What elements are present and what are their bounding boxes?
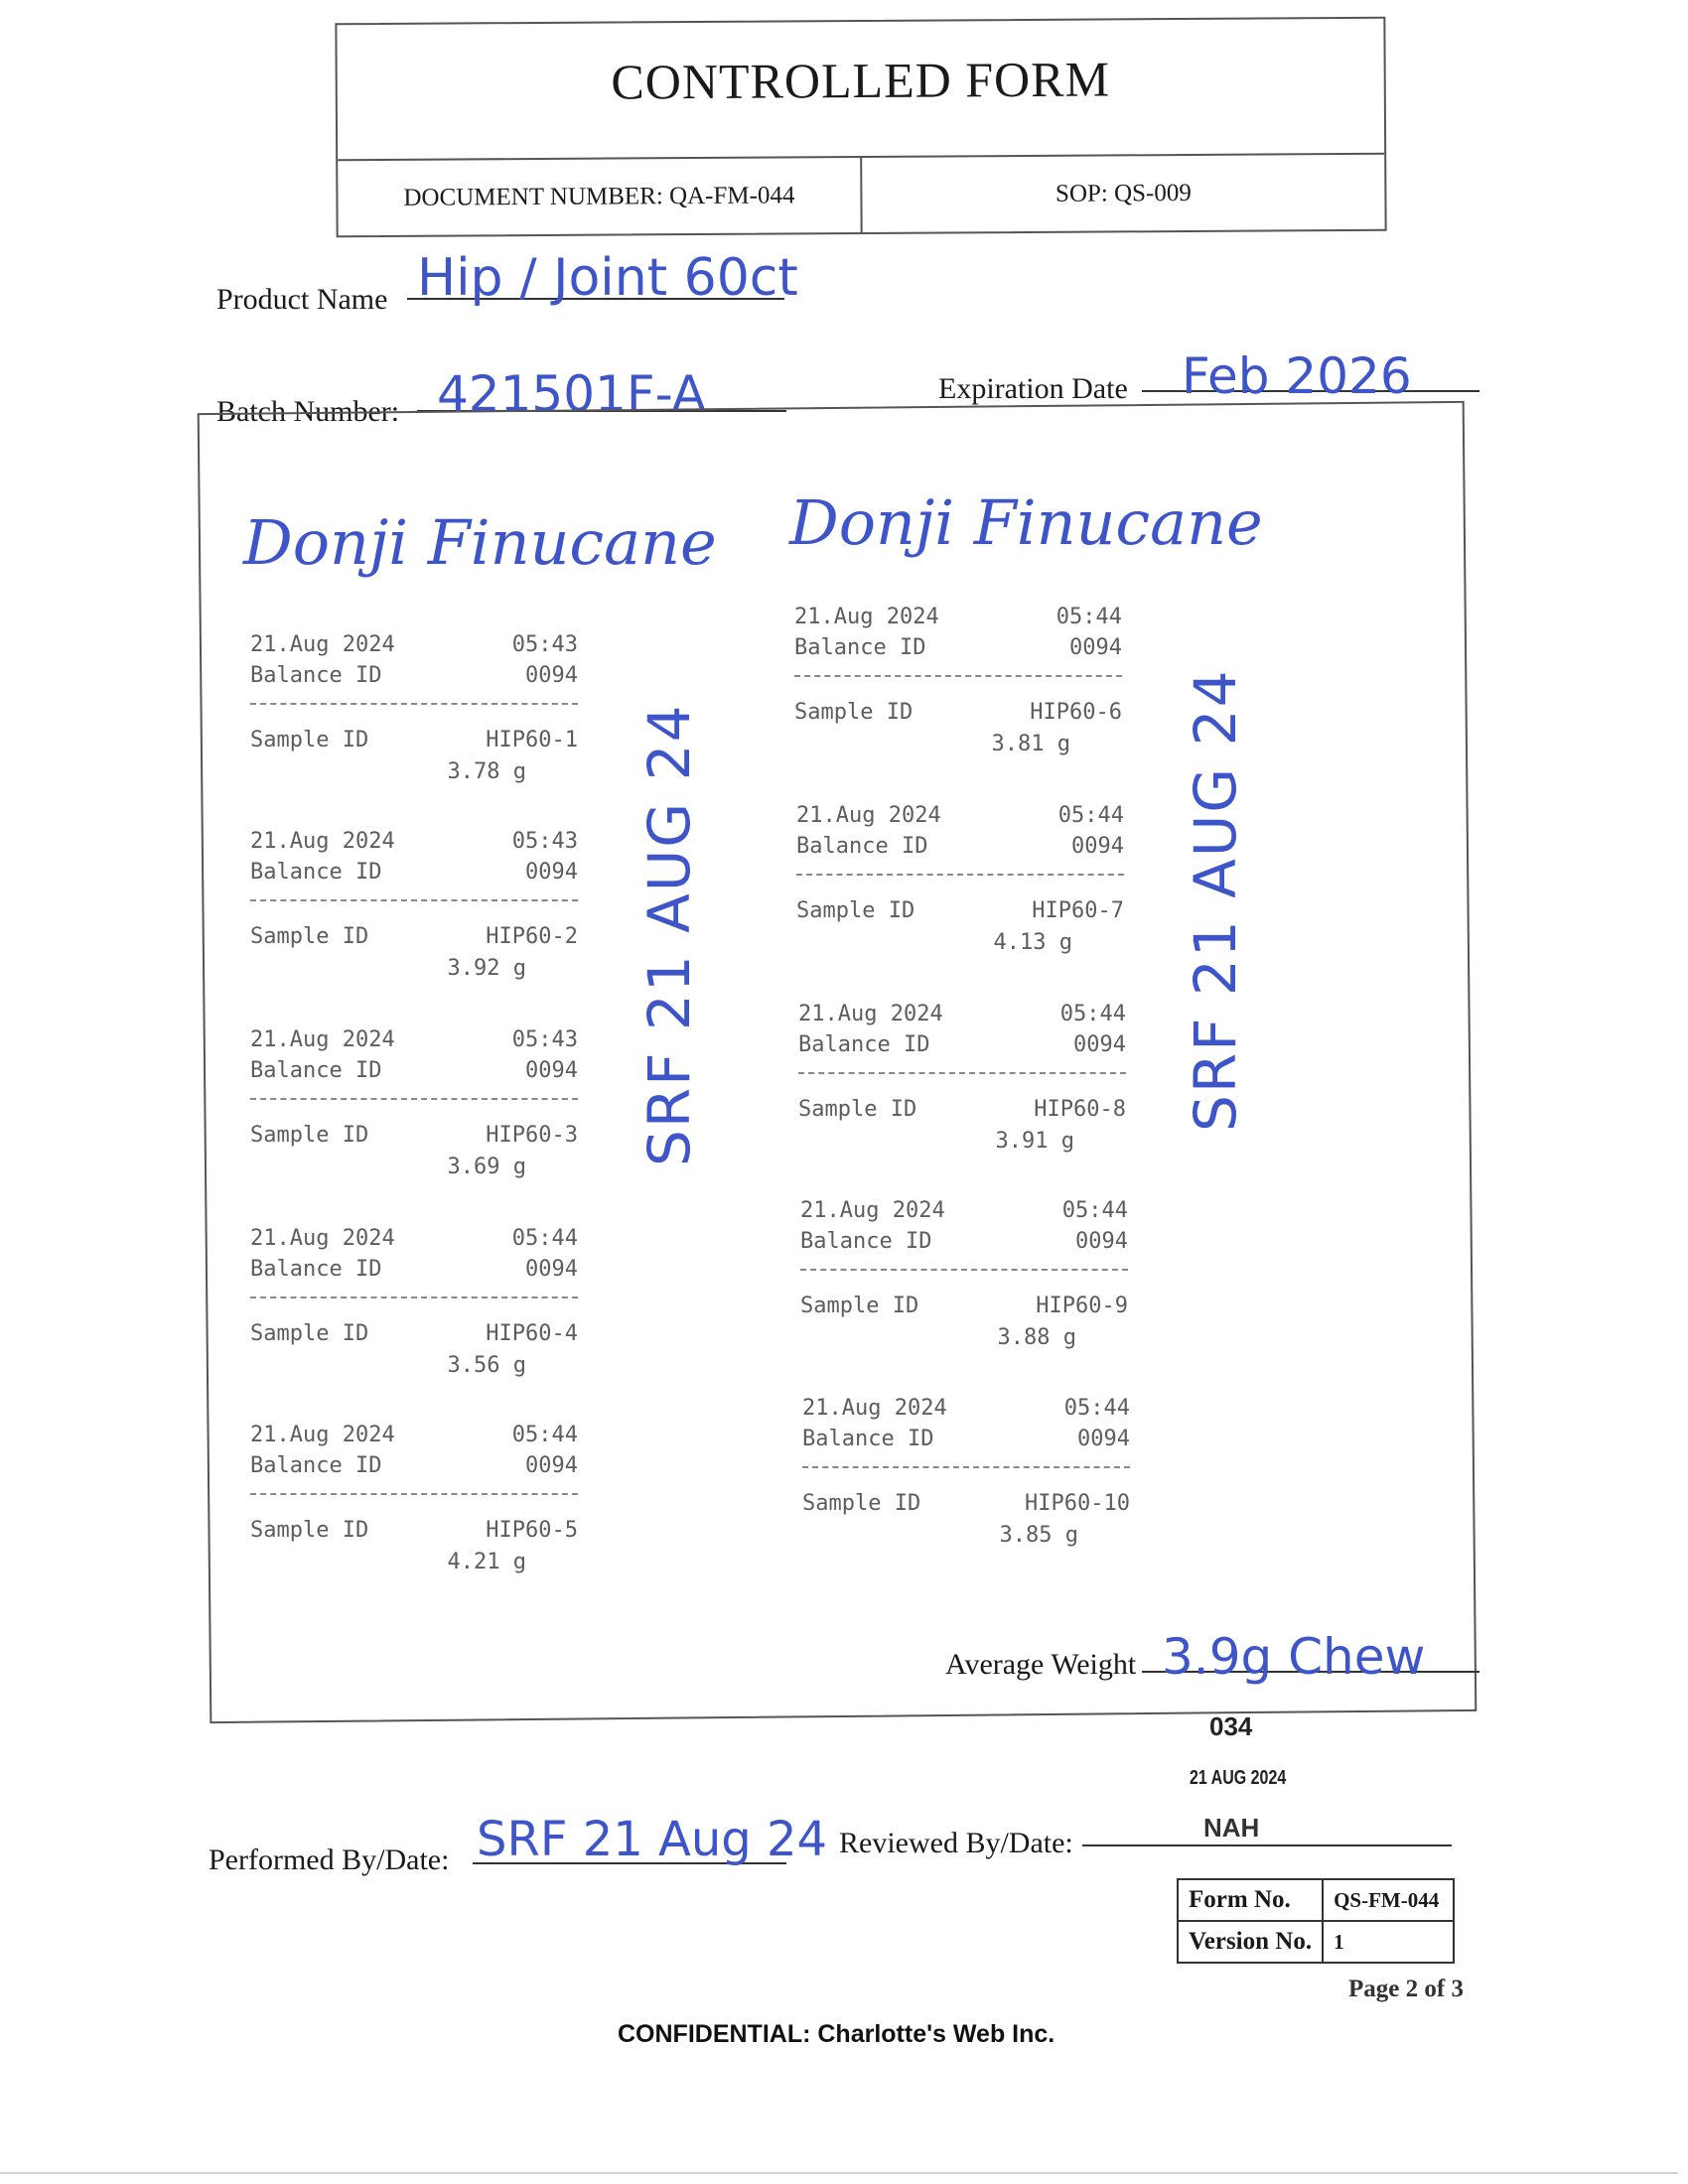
- sample-id: HIP60-2: [486, 924, 578, 949]
- ticket-date: 21.Aug 2024: [250, 1027, 395, 1052]
- ticket-divider: [250, 703, 578, 705]
- sample-id: HIP60-3: [486, 1123, 578, 1148]
- ticket-divider: [798, 1072, 1126, 1074]
- balance-ticket: [250, 1024, 578, 1184]
- ticket-time: 05:44: [511, 1423, 578, 1447]
- balance-id: 0094: [525, 663, 578, 688]
- balance-id: 0094: [1077, 1427, 1130, 1451]
- expiration-date-label: Expiration Date: [938, 372, 1128, 405]
- sample-weight: 3.81 g: [991, 732, 1070, 756]
- batch-number-value: 421501F-A: [437, 365, 706, 423]
- sample-id: HIP60-10: [1025, 1491, 1130, 1516]
- sample-weight: 3.92 g: [447, 956, 526, 981]
- balance-id-label: Balance ID: [798, 1032, 930, 1057]
- page-number: Page 2 of 3: [1348, 1976, 1464, 2002]
- ticket-date: 21.Aug 2024: [796, 803, 941, 828]
- sample-id-label: Sample ID: [250, 1123, 369, 1148]
- form-info-table: [1177, 1878, 1455, 1964]
- average-weight-label: Average Weight: [945, 1648, 1137, 1681]
- expiration-date-value: Feb 2026: [1182, 347, 1412, 405]
- balance-ticket: [796, 800, 1124, 960]
- version-no-value: 1: [1323, 1921, 1454, 1963]
- balance-ticket: [250, 629, 578, 789]
- sample-weight: 3.78 g: [447, 759, 526, 784]
- confidential-footer: CONFIDENTIAL: Charlotte's Web Inc.: [618, 2020, 1055, 2048]
- verification-stamp-right: SRF 21 AUG 24: [1182, 668, 1249, 1132]
- ticket-time: 05:44: [1061, 1198, 1128, 1223]
- sample-id: HIP60-7: [1032, 898, 1124, 923]
- balance-id: 0094: [1075, 1229, 1128, 1254]
- ticket-date: 21.Aug 2024: [250, 829, 395, 854]
- sample-weight: 3.85 g: [999, 1523, 1078, 1548]
- ticket-time: 05:44: [511, 1226, 578, 1251]
- balance-id-label: Balance ID: [802, 1427, 934, 1451]
- balance-id-label: Balance ID: [800, 1229, 932, 1254]
- sample-id-label: Sample ID: [798, 1097, 917, 1122]
- ticket-date: 21.Aug 2024: [250, 1423, 395, 1447]
- sample-id: HIP60-8: [1034, 1097, 1126, 1122]
- balance-id: 0094: [1073, 1032, 1126, 1057]
- sample-id-label: Sample ID: [796, 898, 915, 923]
- balance-ticket: [250, 1223, 578, 1383]
- ticket-divider: [796, 874, 1124, 876]
- sample-id-label: Sample ID: [250, 924, 369, 949]
- average-weight-value: 3.9g Chew: [1162, 1628, 1426, 1686]
- scan-edge: [0, 2172, 1678, 2174]
- balance-id: 0094: [525, 1058, 578, 1083]
- performed-by-label: Performed By/Date:: [209, 1843, 450, 1876]
- sample-id: HIP60-4: [486, 1321, 578, 1346]
- balance-id-label: Balance ID: [250, 860, 382, 885]
- ticket-time: 05:44: [1059, 1002, 1126, 1026]
- reviewed-by-initials: NAH: [1203, 1813, 1260, 1843]
- signature-right: Donji Finucane: [789, 486, 1263, 559]
- ticket-time: 05:44: [1057, 803, 1124, 828]
- balance-id: 0094: [525, 1453, 578, 1478]
- sample-id: HIP60-5: [486, 1518, 578, 1543]
- product-name-label: Product Name: [216, 283, 388, 316]
- sample-weight: 3.69 g: [447, 1155, 526, 1179]
- balance-ticket: [250, 826, 578, 986]
- ticket-date: 21.Aug 2024: [250, 1226, 395, 1251]
- ticket-divider: [794, 675, 1122, 677]
- ticket-divider: [800, 1269, 1128, 1271]
- ticket-time: 05:44: [1055, 605, 1122, 629]
- ticket-date: 21.Aug 2024: [250, 632, 395, 657]
- sample-id: HIP60-6: [1030, 700, 1122, 725]
- verification-stamp-left: SRF 21 AUG 24: [635, 703, 703, 1166]
- balance-id-label: Balance ID: [794, 635, 926, 660]
- ticket-date: 21.Aug 2024: [800, 1198, 945, 1223]
- balance-id-label: Balance ID: [250, 663, 382, 688]
- balance-id: 0094: [1069, 635, 1122, 660]
- version-no-label: Version No.: [1178, 1921, 1323, 1963]
- ticket-time: 05:43: [511, 829, 578, 854]
- balance-ticket: [798, 999, 1126, 1159]
- sample-id-label: Sample ID: [250, 728, 369, 752]
- reviewed-by-label: Reviewed By/Date:: [839, 1827, 1073, 1859]
- sample-weight: 4.21 g: [447, 1550, 526, 1574]
- ticket-divider: [802, 1466, 1130, 1468]
- sample-weight: 3.56 g: [447, 1353, 526, 1378]
- sample-weight: 3.88 g: [997, 1325, 1076, 1350]
- balance-id-label: Balance ID: [250, 1257, 382, 1282]
- ticket-time: 05:43: [511, 632, 578, 657]
- ticket-date: 21.Aug 2024: [802, 1396, 947, 1421]
- balance-ticket: [802, 1393, 1130, 1553]
- balance-ticket: [794, 602, 1122, 761]
- sample-id-label: Sample ID: [800, 1294, 919, 1318]
- balance-id-label: Balance ID: [250, 1058, 382, 1083]
- balance-id: 0094: [525, 1257, 578, 1282]
- batch-number-label: Batch Number:: [216, 395, 400, 428]
- ticket-divider: [250, 1493, 578, 1495]
- review-stamp-number: 034: [1209, 1711, 1253, 1741]
- sample-id-label: Sample ID: [794, 700, 914, 725]
- balance-id-label: Balance ID: [796, 834, 928, 859]
- signature-left: Donji Finucane: [243, 506, 717, 579]
- header-info-row: [338, 153, 1384, 235]
- document-title: CONTROLLED FORM: [611, 51, 1111, 110]
- balance-ticket: [250, 1420, 578, 1579]
- document-number: DOCUMENT NUMBER: QA-FM-044: [403, 181, 795, 211]
- sample-weight: 4.13 g: [993, 930, 1072, 955]
- reviewed-by-line: [1082, 1844, 1452, 1846]
- review-stamp-date: 21 AUG 2024: [1190, 1767, 1287, 1789]
- sop-number: SOP: QS-009: [860, 155, 1384, 232]
- ticket-divider: [250, 1297, 578, 1298]
- sample-id: HIP60-9: [1036, 1294, 1128, 1318]
- ticket-divider: [250, 1098, 578, 1100]
- form-no-label: Form No.: [1178, 1879, 1323, 1921]
- sample-id-label: Sample ID: [250, 1518, 369, 1543]
- balance-ticket: [800, 1195, 1128, 1355]
- ticket-date: 21.Aug 2024: [794, 605, 939, 629]
- sample-id-label: Sample ID: [802, 1491, 921, 1516]
- sample-id: HIP60-1: [486, 728, 578, 752]
- ticket-time: 05:43: [511, 1027, 578, 1052]
- form-no-value: QS-FM-044: [1323, 1879, 1454, 1921]
- document-header: [335, 17, 1386, 237]
- sample-id-label: Sample ID: [250, 1321, 369, 1346]
- balance-id-label: Balance ID: [250, 1453, 382, 1478]
- ticket-divider: [250, 899, 578, 901]
- balance-id: 0094: [1071, 834, 1124, 859]
- product-name-value: Hip / Joint 60ct: [417, 248, 798, 308]
- performed-by-value: SRF 21 Aug 24: [477, 1812, 828, 1867]
- ticket-time: 05:44: [1063, 1396, 1130, 1421]
- sample-weight: 3.91 g: [995, 1129, 1074, 1154]
- balance-id: 0094: [525, 860, 578, 885]
- ticket-date: 21.Aug 2024: [798, 1002, 943, 1026]
